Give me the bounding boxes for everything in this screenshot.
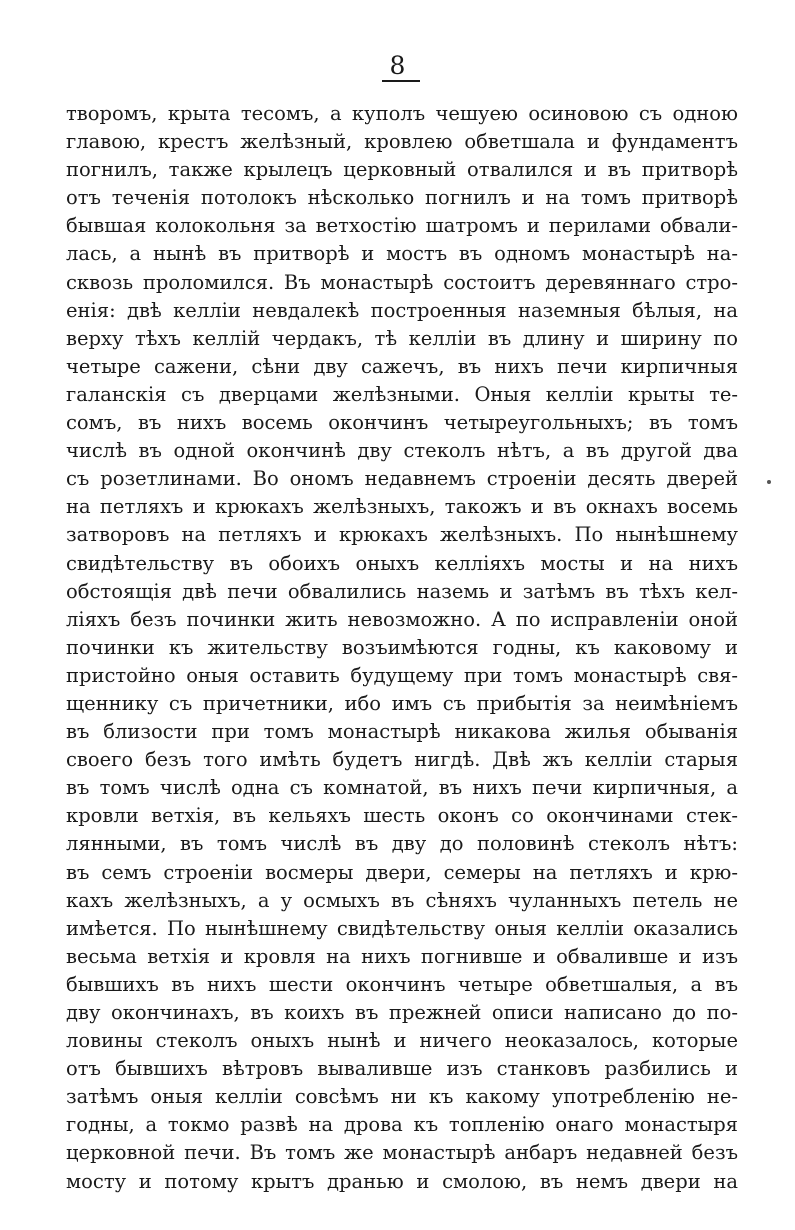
text-line: творомъ, крыта тесомъ, а куполъ чешуею осиновою съ одною bbox=[66, 102, 738, 125]
text-line: отъ теченія потолокъ нѣсколько погнилъ и на томъ притворѣ bbox=[66, 186, 738, 210]
text-line: мосту и потому крытъ дранью и смолою, въ немъ двери на bbox=[66, 1169, 738, 1193]
text-line: своего безъ того имѣть будетъ нигдѣ. Двѣ жъ келліи старыя bbox=[66, 748, 738, 772]
text-line: щеннику съ причетники, ибо имъ съ прибытія за неимѣніемъ bbox=[66, 691, 738, 715]
text-line: затворовъ на петляхъ и крюкахъ желѣзныхъ. По нынѣшнему bbox=[66, 523, 738, 547]
text-line: верху тѣхъ келлій чердакъ, тѣ келліи въ длину и ширину по bbox=[66, 326, 738, 350]
text-line: сквозь проломился. Въ монастырѣ состоитъ деревяннаго стро- bbox=[66, 270, 738, 294]
text-line: починки къ жительству возъимѣются годны, къ каковому и bbox=[66, 635, 738, 659]
page-number: 8 bbox=[389, 51, 406, 80]
text-line: отъ бывшихъ вѣтровъ вываливше изъ станковъ разбились и bbox=[66, 1057, 738, 1081]
text-line: сомъ, въ нихъ восемь окончинъ четыреугольныхъ; въ томъ bbox=[66, 411, 738, 435]
text-line: въ томъ числѣ одна съ комнатой, въ нихъ печи кирпичныя, а bbox=[66, 776, 738, 800]
text-line: обстоящія двѣ печи обвалились наземь и затѣмъ въ тѣхъ кел- bbox=[66, 579, 738, 603]
text-line: галанскія съ дверцами желѣзными. Оныя келліи крыты те- bbox=[66, 382, 738, 406]
text-line: церковной печи. Въ томъ же монастырѣ анбаръ недавней безъ bbox=[66, 1141, 738, 1165]
text-line: лась, а нынѣ въ притворѣ и мостъ въ одномъ монастырѣ на- bbox=[66, 242, 738, 266]
text-line: дву окончинахъ, въ коихъ въ прежней описи написано до по- bbox=[66, 1001, 738, 1024]
text-line: енія: двѣ келліи невдалекѣ построенныя наземныя бѣлыя, на bbox=[66, 298, 738, 322]
text-line: съ розетлинами. Во ономъ недавнемъ строеніи десять дверей bbox=[66, 467, 738, 491]
paper-speck bbox=[767, 480, 771, 484]
text-line: бывшихъ въ нихъ шести окончинъ четыре обветшалыя, а въ bbox=[66, 972, 738, 996]
text-line: кахъ желѣзныхъ, а у осмыхъ въ сѣняхъ чуланныхъ петель не bbox=[66, 888, 738, 912]
text-line: весьма ветхія и кровля на нихъ погнивше и обваливше и изъ bbox=[66, 944, 738, 968]
text-line: пристойно оныя оставить будущему при томъ монастырѣ свя- bbox=[66, 663, 738, 687]
page-number-underline bbox=[382, 80, 420, 82]
text-line: затѣмъ оныя келліи совсѣмъ ни къ какому употребленію не- bbox=[66, 1085, 738, 1109]
text-line: числѣ въ одной окончинѣ дву стеколъ нѣтъ, а въ другой два bbox=[66, 439, 738, 463]
text-line: ліяхъ безъ починки жить невозможно. А по исправленіи оной bbox=[66, 607, 738, 631]
text-line: имѣется. По нынѣшнему свидѣтельству оныя келліи оказались bbox=[66, 916, 738, 940]
text-line: свидѣтельству въ обоихъ оныхъ келліяхъ мосты и на нихъ bbox=[66, 551, 738, 575]
text-line: главою, крестъ желѣзный, кровлею обветшала и фундаментъ bbox=[66, 130, 738, 154]
text-line: четыре сажени, сѣни дву сажечъ, въ нихъ печи кирпичныя bbox=[66, 354, 738, 378]
body-text bbox=[66, 100, 738, 1196]
text-line: лянными, въ томъ числѣ въ дву до половинѣ стеколъ нѣтъ: bbox=[66, 832, 738, 856]
text-line: ловины стеколъ оныхъ нынѣ и ничего неоказалось, которые bbox=[66, 1029, 738, 1053]
text-line: кровли ветхія, въ кельяхъ шесть оконъ со окончинами стек- bbox=[66, 804, 738, 828]
text-line: въ семъ строеніи восмеры двери, семеры на петляхъ и крю- bbox=[66, 860, 738, 884]
text-line: годны, а токмо развѣ на дрова къ топленію онаго монастыря bbox=[66, 1113, 738, 1137]
text-line: погнилъ, также крылецъ церковный отвалился и въ притворѣ bbox=[66, 158, 738, 182]
text-line: въ близости при томъ монастырѣ никакова жилья обыванія bbox=[66, 720, 738, 744]
text-line: бывшая колокольня за ветхостію шатромъ и перилами обвали- bbox=[66, 214, 738, 238]
text-line: на петляхъ и крюкахъ желѣзныхъ, такожъ и въ окнахъ восемь bbox=[66, 495, 738, 519]
